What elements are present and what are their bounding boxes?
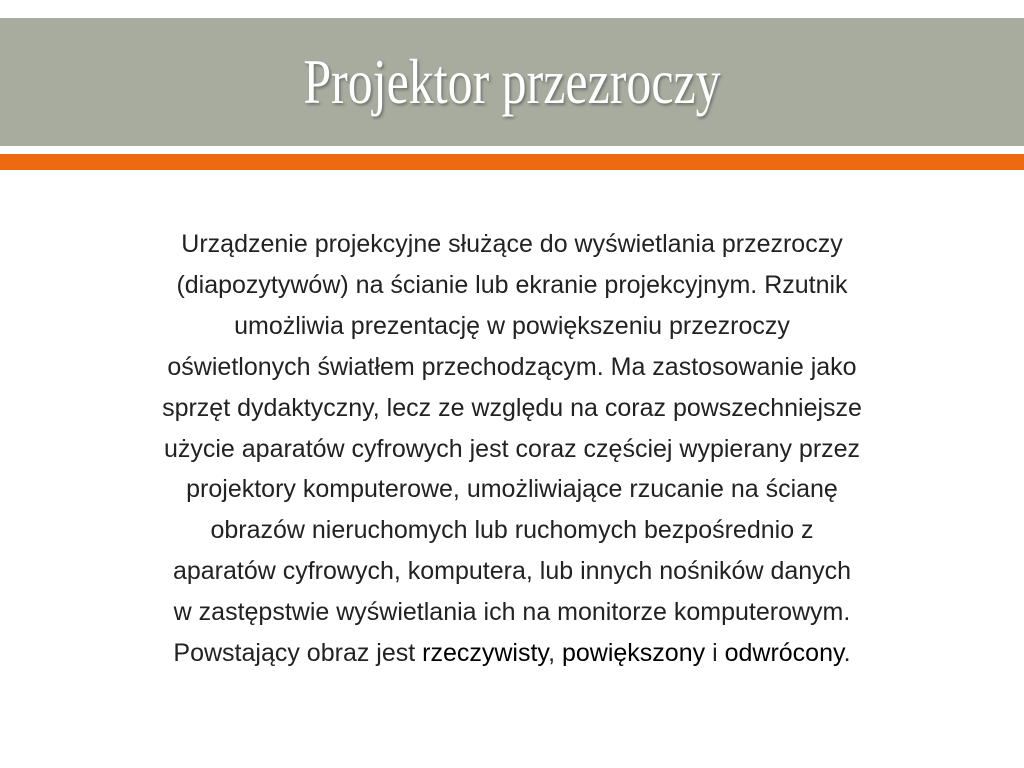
separator: i xyxy=(705,639,725,668)
body-line: w zastępstwie wyświetlania ich na monitorze komputerowym. xyxy=(173,598,851,627)
body-line: sprzęt dydaktyczny, lecz ze względu na coraz powszechniejsze xyxy=(162,393,862,422)
accent-bar xyxy=(0,154,1024,170)
slide-body xyxy=(58,224,966,674)
separator: , xyxy=(548,639,562,668)
body-line: obrazów nieruchomych lub ruchomych bezpośrednio z xyxy=(210,516,814,545)
term-inverted: odwrócony xyxy=(724,639,844,668)
body-line-last xyxy=(58,633,966,674)
body-line: oświetlonych światłem przechodzącym. Ma zastosowanie jako xyxy=(167,352,857,381)
period: . xyxy=(843,639,851,668)
body-line: (diapozytywów) na ścianie lub ekranie projekcyjnym. Rzutnik xyxy=(176,270,848,299)
body-line: Urządzenie projekcyjne służące do wyświetlania przezroczy xyxy=(181,230,843,258)
body-line: projektory komputerowe, umożliwiające rzucanie na ścianę xyxy=(186,475,838,504)
term-real: rzeczywisty xyxy=(422,639,549,668)
term-magnified: powiększony xyxy=(561,639,706,668)
body-line: aparatów cyfrowych, komputera, lub innych nośników danych xyxy=(172,557,852,586)
title-divider-gap xyxy=(0,146,1024,154)
body-line: umożliwia prezentację w powiększeniu przezroczy xyxy=(234,311,790,340)
last-line-prefix: Powstający obraz jest xyxy=(173,639,423,668)
title-band xyxy=(0,18,1024,146)
slide-title: Projektor przezroczy xyxy=(303,46,721,117)
body-line: użycie aparatów cyfrowych jest coraz częściej wypierany przez xyxy=(163,434,861,463)
